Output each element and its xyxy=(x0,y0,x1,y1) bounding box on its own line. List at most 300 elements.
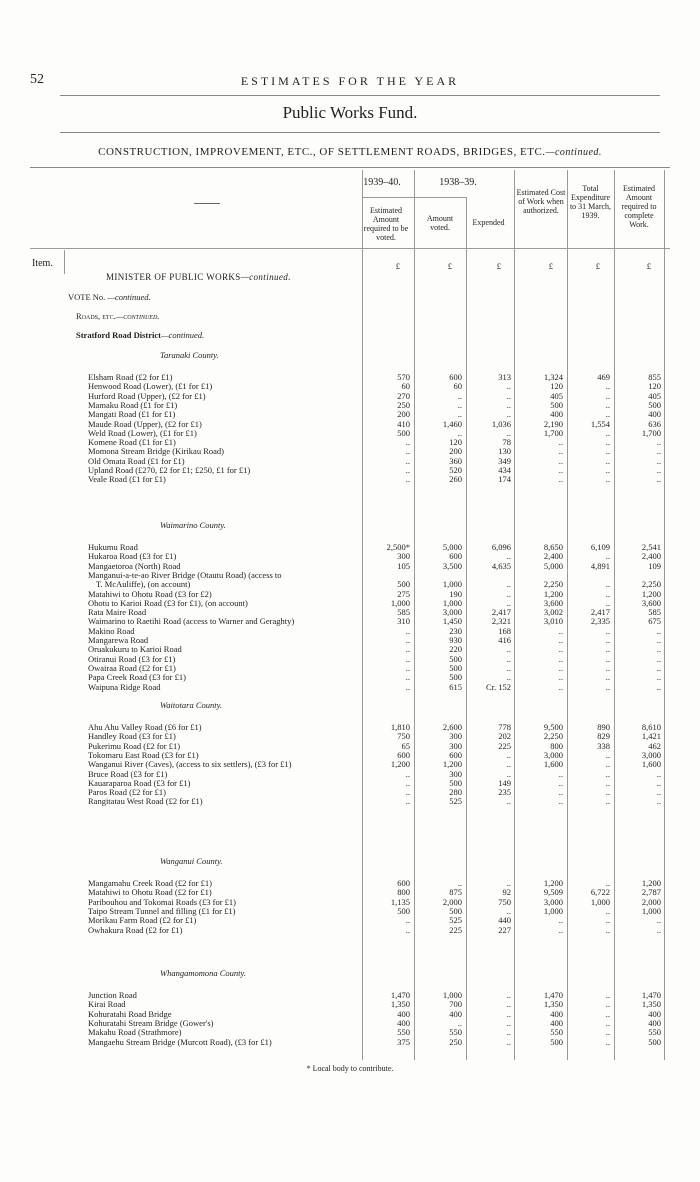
row-value-c4: 9,509 xyxy=(543,887,563,898)
currency-symbol: £ xyxy=(646,261,651,271)
row-value-c2: 225 xyxy=(449,924,462,935)
row-value-c6: 1,350 xyxy=(641,999,661,1010)
row-value-c3: .. xyxy=(506,662,511,673)
row-description: Upland Road (£270, £2 for £1; £250, £1 for £1) xyxy=(88,465,251,475)
row-value-c5: .. xyxy=(605,672,610,683)
row-value-c3: 416 xyxy=(498,635,511,645)
row-description: Junction Road xyxy=(88,990,137,1000)
row-value-c2: 1,000 xyxy=(442,579,462,590)
row-value-c6: 120 xyxy=(648,381,661,392)
row-value-c2: .. xyxy=(457,878,462,888)
row-value-c3: 202 xyxy=(498,731,511,742)
row-value-c2: 120 xyxy=(449,437,462,448)
row-value-c3: .. xyxy=(506,653,511,664)
row-value-c4: 800 xyxy=(550,740,563,751)
row-value-c3: .. xyxy=(506,1036,511,1047)
row-value-c6: 2,250 xyxy=(641,579,661,590)
row-value-c6: 109 xyxy=(648,560,661,571)
row-value-c4: 1,470 xyxy=(543,990,563,1000)
row-description: Weld Road (Lower), (£1 for £1) xyxy=(88,427,197,438)
row-value-c2: 1,000 xyxy=(442,597,462,608)
row-value-c1: 570 xyxy=(397,372,410,382)
row-description: Matahiwi to Ohotu Road (£3 for £2) xyxy=(88,588,212,599)
row-description: Old Omata Road (£1 for £1) xyxy=(88,455,185,466)
row-value-c4: 2,250 xyxy=(543,731,563,742)
row-value-c2: 700 xyxy=(449,999,462,1010)
row-value-c4: .. xyxy=(558,672,563,683)
row-value-c3: 4,635 xyxy=(491,560,511,571)
row-value-c2: 1,450 xyxy=(442,616,462,627)
row-value-c2: 280 xyxy=(449,787,462,798)
row-value-c5: .. xyxy=(605,915,610,926)
item-col-rule xyxy=(64,250,65,274)
row-value-c3: .. xyxy=(506,990,511,1000)
row-value-c3: 2,417 xyxy=(491,607,511,618)
row-value-c5: .. xyxy=(605,924,610,935)
row-value-c6: .. xyxy=(656,672,661,683)
row-value-c4: 2,250 xyxy=(543,579,563,590)
row-value-c6: .. xyxy=(656,446,661,457)
row-value-c5: 2,417 xyxy=(590,607,610,618)
row-value-c6: 8,610 xyxy=(641,722,661,732)
row-value-c3: 1,036 xyxy=(491,418,511,429)
row-value-c5: .. xyxy=(605,390,610,401)
row-value-c6: .. xyxy=(656,796,661,807)
row-value-c5: 1,000 xyxy=(590,896,610,907)
row-value-c1: .. xyxy=(405,924,410,935)
county-heading: Waitotara County. xyxy=(160,700,223,710)
row-value-c3: .. xyxy=(506,905,511,916)
row-value-c1: .. xyxy=(405,446,410,457)
row-value-c1: 60 xyxy=(401,381,410,392)
row-value-c4: 550 xyxy=(550,1027,563,1038)
row-value-c3: 6,096 xyxy=(491,542,511,552)
row-value-c3: .. xyxy=(506,768,511,779)
row-description: Papa Creek Road (£3 for £1) xyxy=(88,672,186,683)
row-value-c4: 405 xyxy=(550,390,563,401)
row-value-c4: 1,350 xyxy=(543,999,563,1010)
row-value-c5: .. xyxy=(605,905,610,916)
row-value-c3: 2,321 xyxy=(491,616,511,627)
row-value-c6: .. xyxy=(656,662,661,673)
row-value-c6: 400 xyxy=(648,409,661,420)
row-value-c5: .. xyxy=(605,446,610,457)
row-value-c3: .. xyxy=(506,597,511,608)
currency-symbol: £ xyxy=(447,261,452,271)
row-value-c1: .. xyxy=(405,635,410,645)
row-value-c3: 168 xyxy=(498,625,511,636)
row-value-c6: .. xyxy=(656,455,661,466)
row-value-c3: 434 xyxy=(498,465,511,475)
row-value-c6: .. xyxy=(656,681,661,692)
row-value-c5: .. xyxy=(605,409,610,420)
row-value-c3: .. xyxy=(506,644,511,655)
row-value-c5: .. xyxy=(605,768,610,779)
row-value-c2: 500 xyxy=(449,653,462,664)
row-value-c6: 1,000 xyxy=(641,905,661,916)
row-value-c1: .. xyxy=(405,915,410,926)
row-value-c4: 8,650 xyxy=(543,542,563,552)
row-description: Mangamahu Creek Road (£2 for £1) xyxy=(88,878,212,888)
row-value-c5: .. xyxy=(605,427,610,438)
currency-symbol: £ xyxy=(548,261,553,271)
row-value-c4: 3,000 xyxy=(543,749,563,760)
row-description: Komene Road (£1 for £1) xyxy=(88,437,176,448)
row-value-c6: 500 xyxy=(648,399,661,410)
row-value-c2: 500 xyxy=(449,662,462,673)
row-value-c4: 120 xyxy=(550,381,563,392)
col-rule-7 xyxy=(664,170,665,1060)
row-value-c5: .. xyxy=(605,579,610,590)
row-value-c3: .. xyxy=(506,759,511,770)
row-value-c6: 855 xyxy=(648,372,661,382)
row-value-c1: 1,135 xyxy=(390,896,410,907)
row-value-c6: 3,000 xyxy=(641,749,661,760)
row-value-c1: 400 xyxy=(397,1017,410,1028)
row-value-c6: .. xyxy=(656,644,661,655)
row-value-c1: .. xyxy=(405,465,410,475)
row-description: Mangaehu Stream Bridge (Murcott Road), (£3 for £1) xyxy=(88,1036,272,1047)
row-value-c1: 270 xyxy=(397,390,410,401)
row-value-c3: 130 xyxy=(498,446,511,457)
row-value-c6: 2,000 xyxy=(641,896,661,907)
row-value-c4: 9,500 xyxy=(543,722,563,732)
row-value-c5: 338 xyxy=(597,740,610,751)
year-1938-header: 1938–39. xyxy=(439,177,477,188)
row-value-c1: 200 xyxy=(397,409,410,420)
row-value-c2: 250 xyxy=(449,1036,462,1047)
row-value-c4: 3,010 xyxy=(543,616,563,627)
row-value-c2: 600 xyxy=(449,749,462,760)
row-description: Mangati Road (£1 for £1) xyxy=(88,409,176,420)
row-description: Waimarino to Raetihi Road (access to Warner and Geraghty) xyxy=(88,616,295,627)
row-value-c5: .. xyxy=(605,1027,610,1038)
row-value-c2: 190 xyxy=(449,588,462,599)
row-value-c3: .. xyxy=(506,551,511,562)
row-description: Rata Maire Road xyxy=(88,607,147,618)
row-value-c2: 360 xyxy=(449,455,462,466)
row-value-c5: 890 xyxy=(597,722,610,732)
row-value-c1: 300 xyxy=(397,551,410,562)
row-value-c2: 1,000 xyxy=(442,990,462,1000)
subtitle: CONSTRUCTION, IMPROVEMENT, ETC., OF SETTLEMENT ROADS, BRIDGES, ETC.—continued. xyxy=(98,146,602,158)
row-value-c4: .. xyxy=(558,681,563,692)
row-value-c1: 550 xyxy=(397,1027,410,1038)
row-value-c2: 300 xyxy=(449,768,462,779)
row-description: Tokomaru East Road (£3 for £1) xyxy=(88,749,199,760)
row-value-c2: 520 xyxy=(449,465,462,475)
row-value-c2: 2,000 xyxy=(442,896,462,907)
row-value-c1: .. xyxy=(405,653,410,664)
currency-symbol: £ xyxy=(395,261,400,271)
row-value-c4: 1,700 xyxy=(543,427,563,438)
row-value-c1: 275 xyxy=(397,588,410,599)
col-est-complete-header: Estimated Amount required to complete Work. xyxy=(621,184,657,229)
row-value-c6: 462 xyxy=(648,740,661,751)
row-value-c1: 1,200 xyxy=(390,759,410,770)
row-value-c5: .. xyxy=(605,635,610,645)
row-description: Henwood Road (Lower), (£1 for £1) xyxy=(88,381,213,392)
row-description: Makahu Road (Strathmore) xyxy=(88,1027,182,1038)
row-value-c3: .. xyxy=(506,1017,511,1028)
row-value-c1: .. xyxy=(405,625,410,636)
row-value-c6: 405 xyxy=(648,390,661,401)
row-value-c5: 469 xyxy=(597,372,610,382)
row-description: Matahiwi to Ohotu Road (£2 for £1) xyxy=(88,887,212,898)
row-value-c4: .. xyxy=(558,446,563,457)
row-value-c1: 1,000 xyxy=(390,597,410,608)
district-heading: Stratford Road District—continued. xyxy=(76,330,205,340)
year-1939-header: 1939–40. xyxy=(363,177,401,188)
row-value-c2: 615 xyxy=(449,681,462,692)
row-value-c1: 750 xyxy=(397,731,410,742)
row-value-c5: .. xyxy=(605,787,610,798)
col-total-exp-header: Total Expenditure to 31 March, 1939. xyxy=(569,184,612,220)
row-value-c1: 410 xyxy=(397,418,410,429)
row-value-c4: .. xyxy=(558,644,563,655)
row-value-c1: .. xyxy=(405,796,410,807)
row-value-c6: 400 xyxy=(648,1017,661,1028)
row-value-c1: .. xyxy=(405,672,410,683)
row-value-c3: 174 xyxy=(498,474,511,485)
row-description: Maude Road (Upper), (£2 for £1) xyxy=(88,418,202,429)
row-value-c5: 2,335 xyxy=(590,616,610,627)
row-value-c2: .. xyxy=(457,409,462,420)
row-value-c2: 600 xyxy=(449,372,462,382)
row-value-c4: 1,600 xyxy=(543,759,563,770)
county-heading: Waimarino County. xyxy=(160,520,226,530)
row-value-c4: 3,000 xyxy=(543,896,563,907)
page-title: Public Works Fund. xyxy=(282,103,418,122)
row-value-c3: .. xyxy=(506,1027,511,1038)
row-description: Momona Stream Bridge (Kirikau Road) xyxy=(88,446,224,457)
row-description: Owhakura Road (£2 for £1) xyxy=(88,924,183,935)
row-value-c6: 2,787 xyxy=(641,887,661,898)
row-value-c1: 500 xyxy=(397,427,410,438)
row-value-c3: Cr. 152 xyxy=(485,681,511,692)
row-value-c4: .. xyxy=(558,796,563,807)
row-value-c4: 400 xyxy=(550,409,563,420)
row-description: Hurford Road (Upper), (£2 for £1) xyxy=(88,390,206,401)
row-value-c5: .. xyxy=(605,437,610,448)
row-value-c5: .. xyxy=(605,662,610,673)
row-description: Hukumu Road xyxy=(88,542,138,552)
row-value-c3: .. xyxy=(506,878,511,888)
row-value-c3: .. xyxy=(506,409,511,420)
row-value-c5: .. xyxy=(605,681,610,692)
row-value-c2: 3,500 xyxy=(442,560,462,571)
county-heading: Taranaki County. xyxy=(160,350,219,360)
row-description: Veale Road (£1 for £1) xyxy=(88,474,166,485)
row-value-c4: 5,000 xyxy=(543,560,563,571)
row-value-c4: .. xyxy=(558,787,563,798)
row-value-c3: .. xyxy=(506,579,511,590)
row-description: Paros Road (£2 for £1) xyxy=(88,787,166,798)
row-value-c4: 2,190 xyxy=(543,418,563,429)
row-value-c4: .. xyxy=(558,768,563,779)
vote-heading: VOTE No. —continued. xyxy=(68,292,151,302)
row-value-c4: .. xyxy=(558,635,563,645)
row-value-c6: .. xyxy=(656,465,661,475)
running-title: ESTIMATES FOR THE YEAR xyxy=(240,74,460,88)
row-value-c2: .. xyxy=(457,427,462,438)
row-value-c5: .. xyxy=(605,749,610,760)
row-value-c5: .. xyxy=(605,551,610,562)
row-value-c6: .. xyxy=(656,924,661,935)
row-value-c1: .. xyxy=(405,644,410,655)
row-value-c2: 400 xyxy=(449,1008,462,1019)
row-value-c1: 2,500* xyxy=(386,542,410,552)
row-value-c1: .. xyxy=(405,681,410,692)
row-value-c5: 1,554 xyxy=(590,418,610,429)
row-value-c2: 930 xyxy=(449,635,462,645)
row-value-c2: 200 xyxy=(449,446,462,457)
row-value-c5: 6,722 xyxy=(590,887,610,898)
row-value-c2: 300 xyxy=(449,731,462,742)
row-description: Taipo Stream Tunnel and filling (£1 for £1) xyxy=(88,905,236,916)
col-est-amount-header: Estimated Amount required to be voted. xyxy=(363,206,409,242)
row-value-c4: 3,002 xyxy=(543,607,563,618)
row-value-c1: 65 xyxy=(401,740,410,751)
row-value-c3: 92 xyxy=(502,887,511,898)
row-description: Paribouhou and Tokomai Roads (£3 for £1) xyxy=(88,896,236,907)
row-description: Otiranui Road (£3 for £1) xyxy=(88,653,176,664)
row-value-c2: 500 xyxy=(449,777,462,788)
row-value-c4: .. xyxy=(558,437,563,448)
row-value-c2: .. xyxy=(457,1017,462,1028)
county-heading: Wanganui County. xyxy=(160,856,223,866)
row-value-c1: 310 xyxy=(397,616,410,627)
page-number: 52 xyxy=(30,72,44,87)
row-value-c1: 375 xyxy=(397,1036,410,1047)
row-value-c5: .. xyxy=(605,878,610,888)
row-value-c5: .. xyxy=(605,777,610,788)
row-value-c2: 220 xyxy=(449,644,462,655)
row-value-c2: 5,000 xyxy=(442,542,462,552)
row-value-c6: 550 xyxy=(648,1027,661,1038)
row-value-c3: 225 xyxy=(498,740,511,751)
row-value-c2: 1,460 xyxy=(442,418,462,429)
row-value-c4: 1,000 xyxy=(543,905,563,916)
row-value-c5: .. xyxy=(605,465,610,475)
row-value-c3: .. xyxy=(506,1008,511,1019)
row-value-c2: 500 xyxy=(449,672,462,683)
row-value-c5: .. xyxy=(605,1008,610,1019)
row-value-c4: 1,200 xyxy=(543,878,563,888)
row-value-c5: .. xyxy=(605,381,610,392)
row-value-c1: 600 xyxy=(397,878,410,888)
row-value-c3: .. xyxy=(506,999,511,1010)
row-value-c4: 500 xyxy=(550,399,563,410)
row-value-c5: .. xyxy=(605,455,610,466)
row-value-c1: .. xyxy=(405,777,410,788)
row-value-c5: .. xyxy=(605,1017,610,1028)
row-value-c4: .. xyxy=(558,625,563,636)
row-value-c4: 2,400 xyxy=(543,551,563,562)
row-value-c5: .. xyxy=(605,597,610,608)
row-value-c6: 1,470 xyxy=(641,990,661,1000)
row-value-c6: 1,200 xyxy=(641,588,661,599)
row-value-c1: 600 xyxy=(397,749,410,760)
row-value-c3: 235 xyxy=(498,787,511,798)
row-value-c3: 78 xyxy=(502,437,511,448)
row-value-c6: 675 xyxy=(648,616,661,627)
row-value-c1: 800 xyxy=(397,887,410,898)
row-value-c1: .. xyxy=(405,437,410,448)
row-value-c6: .. xyxy=(656,635,661,645)
row-value-c1: 1,470 xyxy=(390,990,410,1000)
row-description: Bruce Road (£3 for £1) xyxy=(88,768,168,779)
row-value-c2: 500 xyxy=(449,905,462,916)
row-value-c2: 2,600 xyxy=(442,722,462,732)
row-description: Pukerimu Road (£2 for £1) xyxy=(88,740,181,751)
row-value-c3: 750 xyxy=(498,896,511,907)
row-value-c6: 636 xyxy=(648,418,661,429)
row-value-c6: 585 xyxy=(648,607,661,618)
row-description: Mamaku Road (£1 for £1) xyxy=(88,399,178,410)
row-value-c2: 875 xyxy=(449,887,462,898)
row-value-c6: .. xyxy=(656,777,661,788)
row-value-c2: 3,000 xyxy=(442,607,462,618)
row-description: Ohotu to Karioi Road (£3 for £1), (on account) xyxy=(88,597,248,608)
row-value-c3: 778 xyxy=(498,722,511,732)
col-est-cost-header: Estimated Cost of Work when authorized. xyxy=(516,188,566,215)
row-value-c5: 4,891 xyxy=(590,560,610,571)
row-value-c5: .. xyxy=(605,796,610,807)
row-value-c4: 400 xyxy=(550,1008,563,1019)
row-value-c6: .. xyxy=(656,653,661,664)
row-description: T. McAuliffe), (on account) xyxy=(96,579,191,590)
row-value-c1: 105 xyxy=(397,560,410,571)
row-value-c5: .. xyxy=(605,588,610,599)
row-value-c6: .. xyxy=(656,474,661,485)
row-value-c5: 829 xyxy=(597,731,610,742)
col-expended-header: Expended xyxy=(472,218,505,227)
row-value-c3: 149 xyxy=(498,777,511,788)
row-description: Kohuratahi Road Bridge xyxy=(88,1008,172,1019)
row-value-c4: .. xyxy=(558,662,563,673)
row-value-c5: .. xyxy=(605,1036,610,1047)
header-rule xyxy=(60,95,660,96)
row-description: Waipuna Ridge Road xyxy=(88,681,161,692)
row-description: Morikau Farm Road (£2 for £1) xyxy=(88,915,197,926)
row-value-c3: 349 xyxy=(498,455,511,466)
row-value-c6: .. xyxy=(656,768,661,779)
row-description: Kirai Road xyxy=(88,999,126,1010)
row-value-c4: .. xyxy=(558,474,563,485)
row-value-c1: 585 xyxy=(397,607,410,618)
row-value-c1: .. xyxy=(405,474,410,485)
row-value-c5: .. xyxy=(605,999,610,1010)
row-description: Manganui-a-te-ao River Bridge (Otautu Road) (access to xyxy=(88,569,282,580)
row-value-c4: 3,600 xyxy=(543,597,563,608)
row-value-c1: .. xyxy=(405,768,410,779)
row-value-c2: 230 xyxy=(449,625,462,636)
county-heading: Whangamomona County. xyxy=(160,968,246,978)
row-value-c2: 300 xyxy=(449,740,462,751)
row-value-c1: 250 xyxy=(397,399,410,410)
row-value-c6: 1,200 xyxy=(641,878,661,888)
row-description: Makino Road xyxy=(88,625,135,636)
row-value-c4: .. xyxy=(558,924,563,935)
row-description: Rangitatau West Road (£2 for £1) xyxy=(88,796,203,807)
currency-symbol: £ xyxy=(496,261,501,271)
row-value-c1: 1,350 xyxy=(390,999,410,1010)
row-value-c4: 500 xyxy=(550,1036,563,1047)
row-value-c3: .. xyxy=(506,672,511,683)
row-value-c5: .. xyxy=(605,625,610,636)
row-description: Oruakukuru to Karioi Road xyxy=(88,644,182,655)
